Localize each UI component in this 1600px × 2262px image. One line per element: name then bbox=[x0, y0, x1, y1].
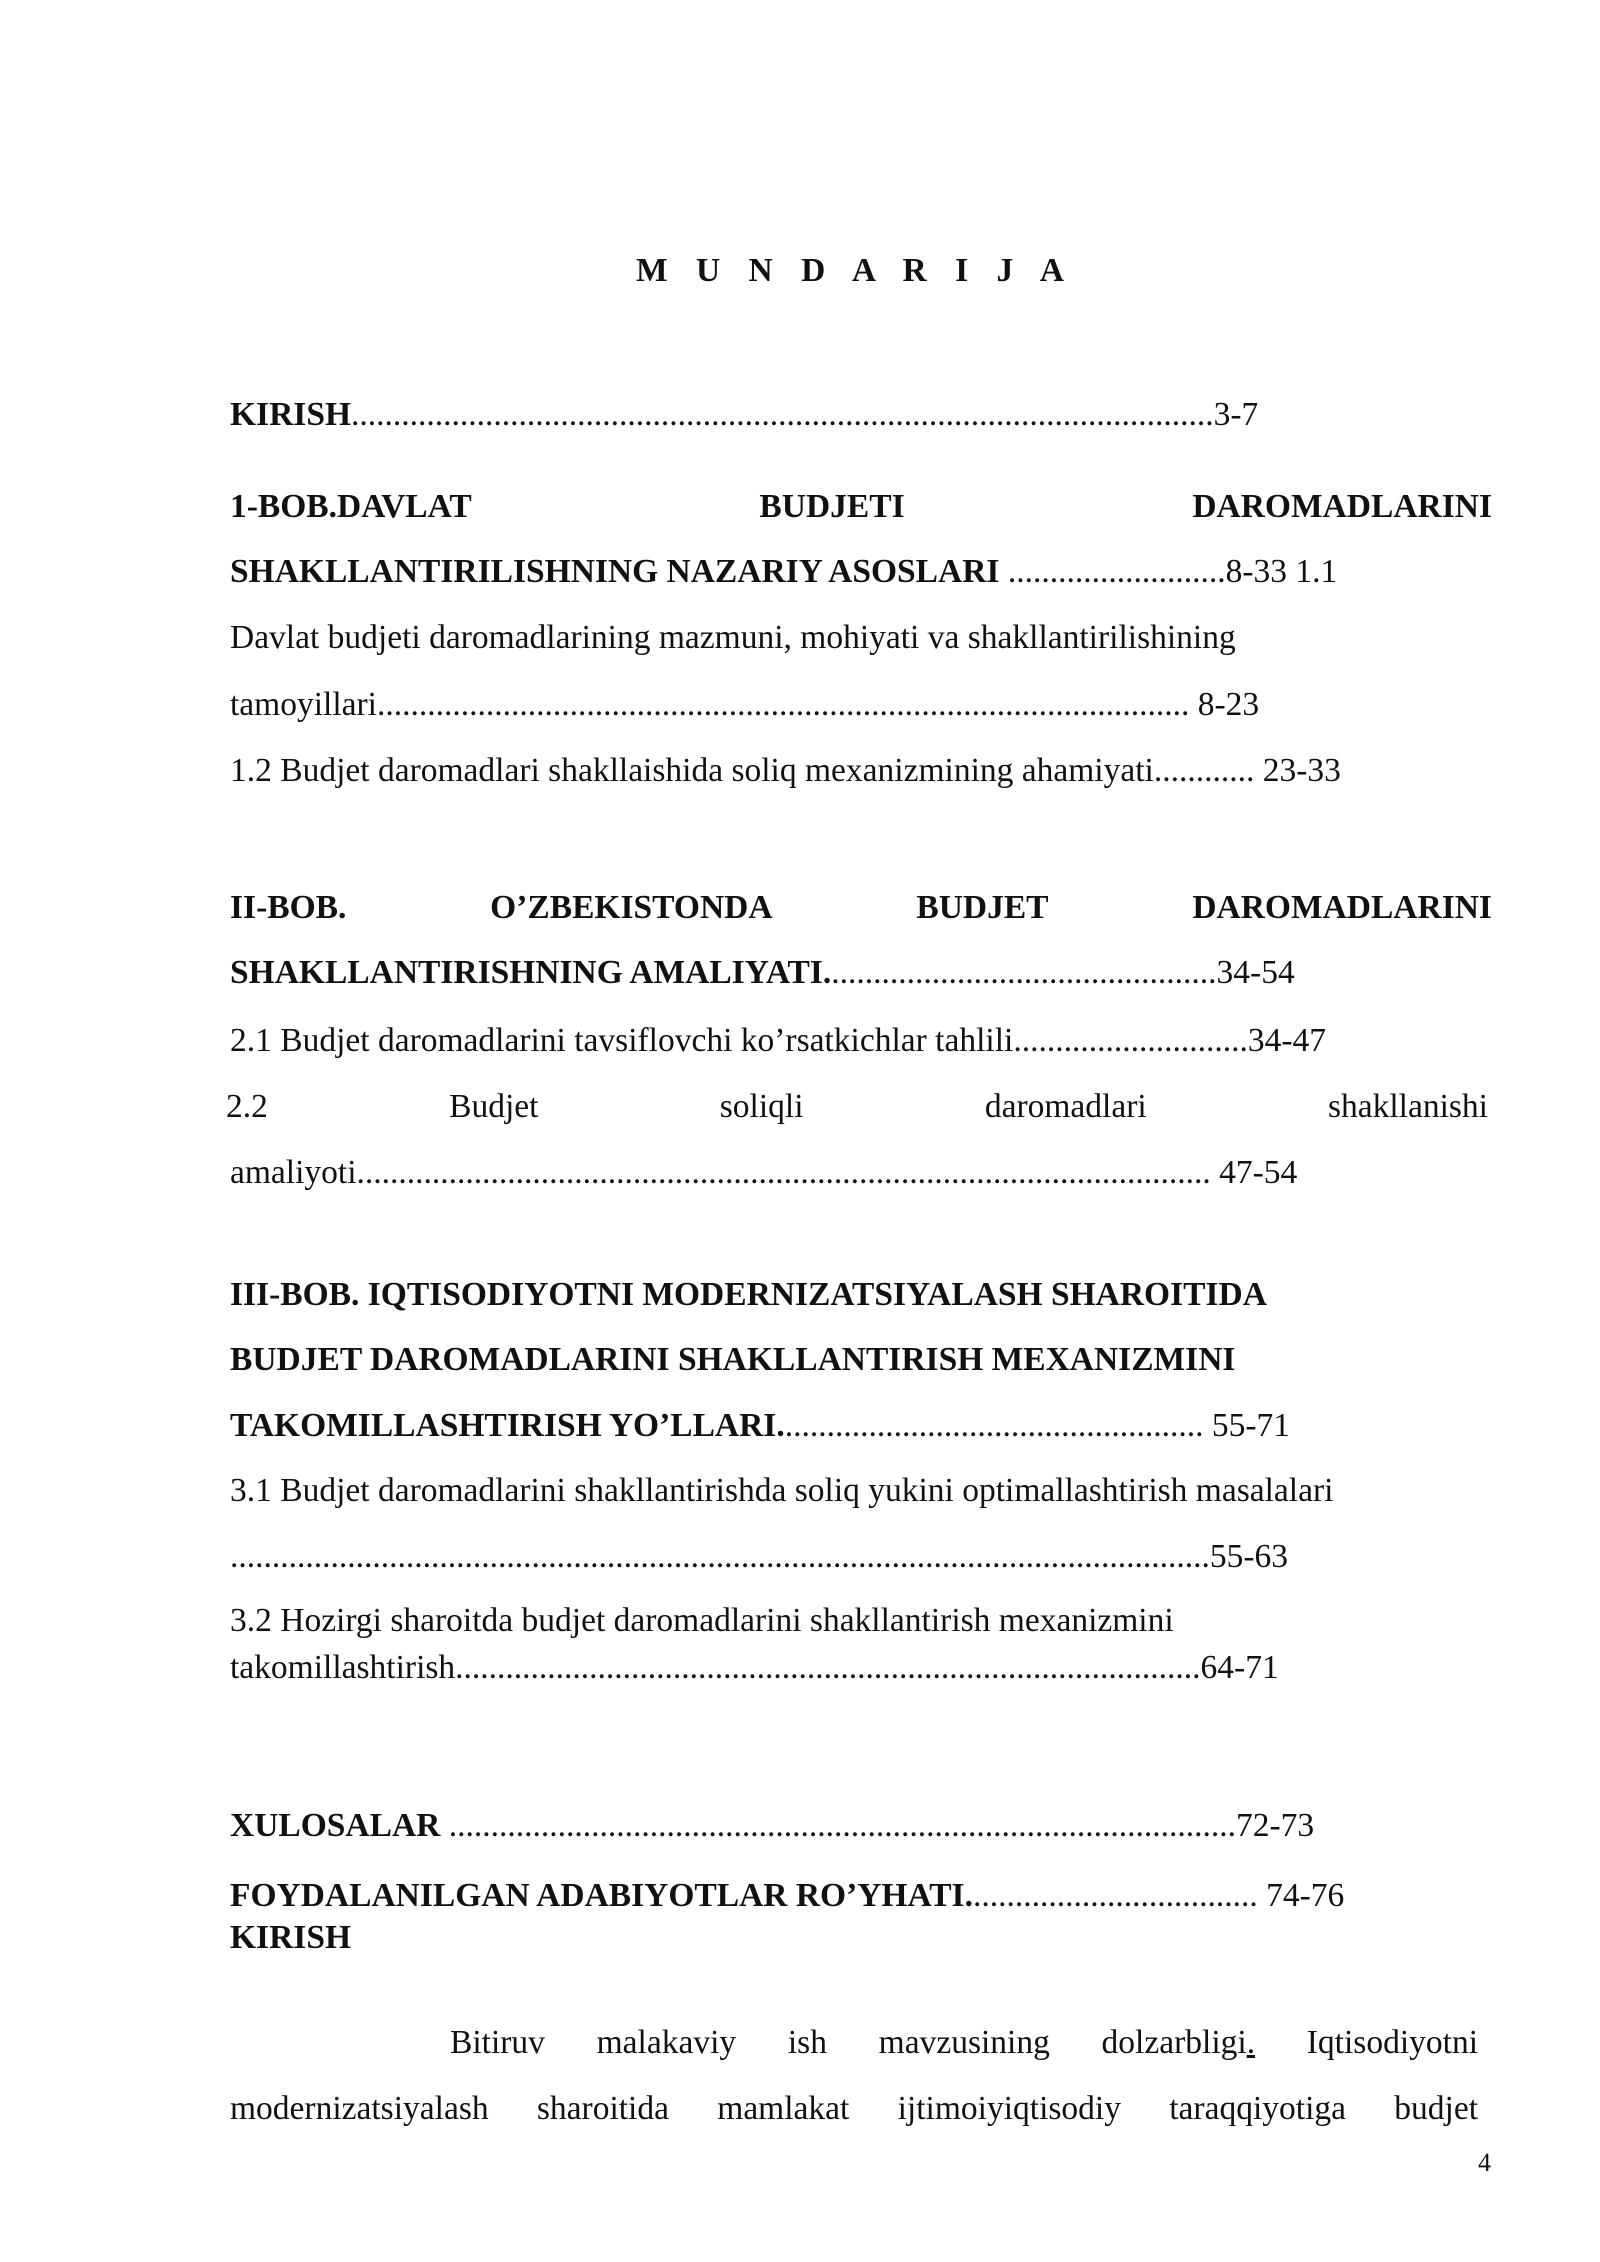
toc-pages: 34-54 bbox=[1216, 954, 1295, 991]
toc-chapter2-heading-line1 bbox=[230, 888, 1492, 928]
intro-paragraph-line1 bbox=[230, 2023, 1478, 2063]
toc-section-2-2-line2: amaliyoti...................................................................................................... 47-54 bbox=[230, 1154, 1298, 1191]
toc-section-3-2-line1: 3.2 Hozirgi sharoitda budjet daromadlarini shakllantirish mexanizmini bbox=[230, 1602, 1174, 1639]
toc-chapter1-heading-line1 bbox=[230, 487, 1492, 527]
toc-section-3-1-line2: .....................................................................................................................55-63 bbox=[230, 1538, 1289, 1575]
toc-word: DAROMADLARINI bbox=[1192, 889, 1492, 926]
toc-dots: .............................................. bbox=[831, 954, 1217, 991]
toc-dots: .................................................. 55-71 bbox=[784, 1407, 1290, 1444]
toc-section-1-2: 1.2 Budjet daromadlari shakllaishida soliq mexanizmining ahamiyati............ 23-33 bbox=[230, 752, 1341, 789]
toc-pages: 8-33 bbox=[1225, 553, 1287, 590]
intro-text: Iqtisodiyotni bbox=[1255, 2024, 1478, 2061]
toc-word: Budjet bbox=[449, 1088, 539, 1125]
toc-label: KIRISH bbox=[230, 396, 352, 433]
toc-section-3-2-line2: takomillashtirish.........................................................................................64-71 bbox=[230, 1649, 1279, 1686]
toc-dots: ..............................................................................................72-73 bbox=[448, 1807, 1315, 1844]
toc-word: BUDJET bbox=[916, 889, 1049, 926]
toc-label: SHAKLLANTIRISHNING AMALIYATI. bbox=[230, 954, 832, 991]
toc-label: XULOSALAR bbox=[230, 1807, 449, 1844]
toc-word: daromadlari bbox=[984, 1088, 1147, 1125]
toc-dots: .......................... bbox=[999, 553, 1226, 590]
page-title: M U N D A R I J A bbox=[635, 252, 1075, 289]
toc-word: soliqli bbox=[719, 1088, 804, 1125]
toc-entry-kirish bbox=[230, 395, 1258, 435]
toc-word: 1-BOB.DAVLAT bbox=[230, 488, 472, 525]
toc-section-2-1: 2.1 Budjet daromadlarini tavsiflovchi ko’rsatkichlar tahlili............................34-47 bbox=[230, 1022, 1326, 1059]
intro-heading: KIRISH bbox=[230, 1919, 352, 1956]
toc-chapter3-heading-line1: III-BOB. IQTISODIYOTNI MODERNIZATSIYALASH SHAROITIDA bbox=[230, 1276, 1267, 1313]
toc-section-2-2-line1 bbox=[226, 1087, 1488, 1127]
toc-word: 2.2 bbox=[226, 1088, 268, 1125]
toc-chapter3-heading-line3 bbox=[230, 1406, 1290, 1446]
toc-dots: ....................................................................................................... bbox=[351, 396, 1214, 433]
toc-entry-xulosalar bbox=[230, 1806, 1314, 1846]
toc-word: BUDJETI bbox=[759, 488, 905, 525]
toc-word: O’ZBEKISTONDA bbox=[490, 889, 773, 926]
toc-label: SHAKLLANTIRILISHNING NAZARIY ASOSLARI bbox=[230, 553, 1000, 590]
toc-section-1-1-line2: tamoyillari................................................................................................. 8-23 bbox=[230, 686, 1260, 723]
toc-word: II-BOB. bbox=[230, 889, 347, 926]
intro-underlined-mark: . bbox=[1246, 2024, 1256, 2061]
toc-dots: .................................. 74-76 bbox=[972, 1877, 1345, 1914]
toc-entry-adabiyotlar bbox=[230, 1876, 1344, 1916]
toc-label: TAKOMILLASHTIRISH YO’LLARI. bbox=[230, 1407, 785, 1444]
toc-pages: 3-7 bbox=[1213, 396, 1259, 433]
toc-chapter2-heading-line2 bbox=[230, 953, 1295, 993]
intro-text: Bitiruv malakaviy ish mavzusining dolzarbligi bbox=[450, 2024, 1247, 2061]
page-number: 4 bbox=[1478, 2148, 1491, 2177]
toc-label: FOYDALANILGAN ADABIYOTLAR RO’YHATI. bbox=[230, 1877, 973, 1914]
toc-chapter3-heading-line2: BUDJET DAROMADLARINI SHAKLLANTIRISH MEXANIZMINI bbox=[230, 1341, 1236, 1378]
toc-section-number: 1.1 bbox=[1286, 553, 1338, 590]
toc-section-3-1-line1: 3.1 Budjet daromadlarini shakllantirishda soliq yukini optimallashtirish masalalari bbox=[230, 1472, 1334, 1509]
toc-word: DAROMADLARINI bbox=[1192, 488, 1492, 525]
toc-chapter1-heading-line2 bbox=[230, 552, 1337, 592]
toc-word: shakllanishi bbox=[1327, 1088, 1488, 1125]
toc-section-1-1-line1: Davlat budjeti daromadlarining mazmuni, mohiyati va shakllantirilishining bbox=[230, 619, 1236, 656]
intro-paragraph-line2: modernizatsiyalash sharoitida mamlakat ijtimoiyiqtisodiy taraqqiyotiga budjet bbox=[230, 2090, 1478, 2127]
